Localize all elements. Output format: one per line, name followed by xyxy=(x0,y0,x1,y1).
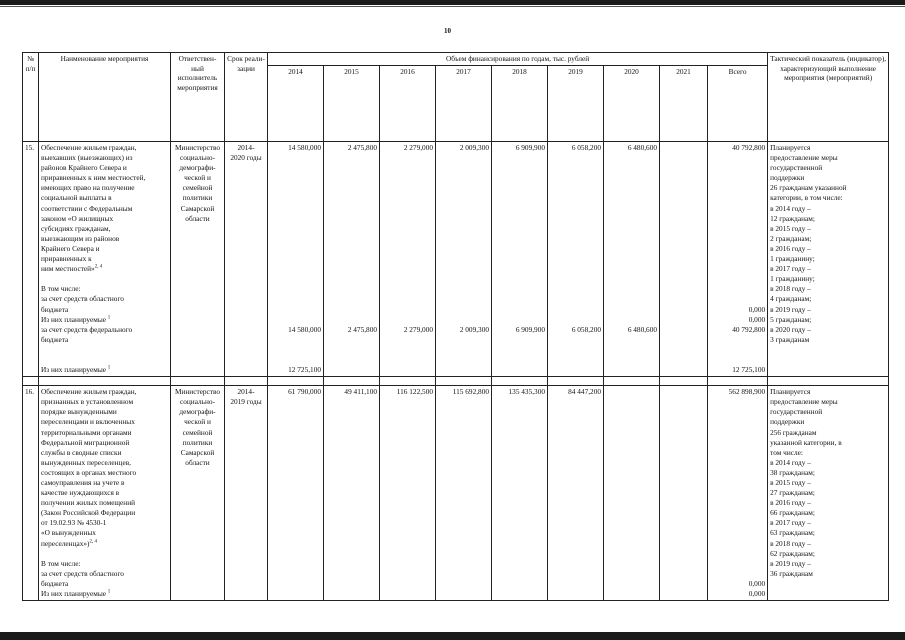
indicator-line: 63 гражданам; xyxy=(770,528,815,538)
footnote-marker: 2, 4 xyxy=(94,264,103,270)
name-line: порядке вынужденными xyxy=(41,407,117,417)
value-sub: 0,000 xyxy=(748,578,766,588)
executor-line: Министерство xyxy=(175,387,220,397)
row-year-value xyxy=(548,142,604,377)
indicator-line: в 2017 году – xyxy=(770,518,811,528)
sub-label xyxy=(41,284,168,294)
row-year-value xyxy=(436,142,492,377)
name-line: приравненных к xyxy=(41,254,92,264)
indicator-line: Планируется xyxy=(770,387,811,397)
value-sub: 0,000 xyxy=(748,314,766,324)
header-year: 2021 xyxy=(660,66,708,142)
indicator-line: в 2020 году – xyxy=(770,324,811,334)
value-main xyxy=(662,387,705,397)
executor-line: ческой и xyxy=(184,173,211,183)
spacer-cell xyxy=(324,377,380,386)
value-main: 6 909,900 xyxy=(515,143,545,152)
name-line: имеющих право на получение xyxy=(41,183,135,193)
scan-top-edge-line xyxy=(0,6,905,7)
indicator-line: 1 гражданину; xyxy=(770,254,815,264)
name-line: приравненных к ним местностей, xyxy=(41,173,146,183)
name-line: признанных в установленном xyxy=(41,397,134,407)
sub-label-line: за счет средств областного xyxy=(41,294,124,304)
spacer-cell xyxy=(171,377,225,386)
header-year: 2016 xyxy=(380,66,436,142)
indicator-line: в 2015 году – xyxy=(770,223,811,233)
indicator-line: 62 гражданам; xyxy=(770,548,815,558)
executor-line: демографи- xyxy=(179,163,216,173)
row-year-value xyxy=(268,386,324,601)
spacer-cell xyxy=(39,377,171,386)
executor-line: семейной xyxy=(182,427,213,437)
value-sub: 12 725,100 xyxy=(732,365,766,375)
value-main: 14 580,000 xyxy=(288,143,321,152)
indicator-line: 26 гражданам указанной xyxy=(770,183,847,193)
row-executor xyxy=(171,386,225,601)
sub-label-line: бюджета xyxy=(41,304,69,314)
header-executor xyxy=(171,53,225,142)
indicator-line: поддержки xyxy=(770,173,805,183)
name-line: Обеспечение жильем граждан, xyxy=(41,387,137,397)
name-line: Крайнего Севера и xyxy=(41,243,100,253)
row-year-value xyxy=(604,142,660,377)
name-line: службы в сводные списки xyxy=(41,447,122,457)
name-line: социальной выплаты в xyxy=(41,193,112,203)
spacer-cell xyxy=(604,377,660,386)
spacer-cell xyxy=(768,377,889,386)
value-main: 84 447,200 xyxy=(568,387,601,397)
name-line: вынужденных переселенцев, xyxy=(41,457,131,467)
name-line: самоуправления на учете в xyxy=(41,478,125,487)
value-main: 6 480,600 xyxy=(627,143,657,152)
indicator-line: 36 гражданам xyxy=(770,568,813,578)
name-line-text: переселенцах») xyxy=(41,538,90,548)
value-sub: 6 480,600 xyxy=(627,324,657,334)
header-year: 2019 xyxy=(548,66,604,142)
value-sub: 6 909,900 xyxy=(515,324,545,334)
term-line: 2020 годы xyxy=(230,153,262,163)
value-main: 2 279,000 xyxy=(403,143,433,152)
row-number xyxy=(23,386,39,601)
row-executor xyxy=(171,142,225,377)
indicator-line: предоставление меры xyxy=(770,397,838,407)
header-financing-text: Объем финансирования по годам, тыс. рублей xyxy=(445,54,590,63)
name-line: районов Крайнего Севера и xyxy=(41,163,127,173)
name-line: «О вынужденных xyxy=(41,528,96,538)
indicator-line: 5 гражданам; xyxy=(770,314,812,324)
name-line-text: ним местностей» xyxy=(41,264,95,274)
header-year: 2020 xyxy=(604,66,660,142)
row-term xyxy=(225,386,268,601)
row-year-value xyxy=(324,142,380,377)
name-line: получении жилых помещений xyxy=(41,498,136,508)
row-spacer xyxy=(23,377,889,386)
indicator-line: государственной xyxy=(770,163,823,173)
name-line: соответствии с Федеральным xyxy=(41,203,133,213)
header-indicator xyxy=(768,53,889,142)
sub-label-text: Из них планируемые xyxy=(41,314,106,324)
sub-label-text: В том числе: xyxy=(41,284,81,294)
indicator-line: государственной xyxy=(770,407,823,417)
financing-table xyxy=(22,52,889,601)
row-year-value xyxy=(380,386,436,601)
indicator-line: в 2018 году – xyxy=(770,284,811,294)
value-sub: 2 279,000 xyxy=(403,324,433,334)
value-sub: 40 792,800 xyxy=(732,324,766,334)
value-main: 61 790,000 xyxy=(288,387,321,397)
row-year-value xyxy=(324,386,380,601)
spacer-cell xyxy=(380,377,436,386)
executor-line: Самарской xyxy=(180,203,215,213)
sub-label xyxy=(41,315,168,325)
footnote-marker: 2, 4 xyxy=(89,539,97,545)
spacer-cell xyxy=(23,377,39,386)
indicator-line: 38 гражданам; xyxy=(770,467,815,477)
header-indicator-text: Тактический показатель (индикатор), характеризующий выполнение мероприятия (мероприятий) xyxy=(770,54,887,83)
table-row xyxy=(23,142,889,377)
row-name xyxy=(39,142,171,377)
value-sub: 12 725,100 xyxy=(288,365,321,375)
footnote-marker: 1 xyxy=(107,589,111,595)
executor-line: демографи- xyxy=(179,407,216,417)
indicator-line: в 2014 году – xyxy=(770,457,811,467)
value-main: 135 435,300 xyxy=(508,387,545,397)
value-main: 49 411,100 xyxy=(344,387,377,397)
header-year: 2018 xyxy=(492,66,548,142)
header-year: 2017 xyxy=(436,66,492,142)
indicator-line: указанной категории, в xyxy=(770,437,842,447)
row-year-value xyxy=(660,142,708,377)
indicator-line: 2 гражданам; xyxy=(770,233,812,243)
value-main: 2 009,300 xyxy=(459,143,489,152)
executor-line: социально- xyxy=(180,397,215,407)
sub-label-text: В том числе: xyxy=(41,558,81,568)
header-executor-text: Ответствен-ный исполнитель мероприятия xyxy=(177,54,218,92)
value-sub: 0,000 xyxy=(748,304,766,314)
name-line: Обеспечение жильем граждан, xyxy=(41,143,137,152)
value-sub: 6 058,200 xyxy=(571,324,601,334)
header-financing xyxy=(268,53,768,66)
row-year-value xyxy=(380,142,436,377)
header-no-text: № п/п xyxy=(25,54,36,73)
indicator-line: 3 гражданам xyxy=(770,334,810,344)
executor-line: ческой и xyxy=(184,417,211,427)
value-sub: 2 475,800 xyxy=(347,324,377,334)
indicator-line: в 2017 году – xyxy=(770,264,811,274)
row-number-text: 16. xyxy=(25,387,35,397)
scan-top-edge xyxy=(0,0,905,5)
sub-label-line: бюджета xyxy=(41,334,69,344)
term-line: 2019 годы xyxy=(230,397,262,407)
row-total-value xyxy=(708,142,768,377)
row-year-value xyxy=(604,386,660,601)
value-main: 115 692,800 xyxy=(452,387,489,397)
executor-line: Министерство xyxy=(175,143,220,152)
name-line: выезжающим из районов xyxy=(41,233,120,243)
row-number xyxy=(23,142,39,377)
indicator-line: в 2018 году – xyxy=(770,538,811,548)
header-term xyxy=(225,53,268,142)
indicator-line: в 2014 году – xyxy=(770,203,811,213)
executor-line: политики xyxy=(182,437,213,447)
sub-label-line: за счет средств областного xyxy=(41,568,124,578)
executor-line: области xyxy=(185,457,210,467)
indicator-line: в 2016 году – xyxy=(770,243,811,253)
value-sub: 0,000 xyxy=(748,589,766,599)
row-year-value xyxy=(660,386,708,601)
executor-line: Самарской xyxy=(180,447,215,457)
sub-label-line: за счет средств федерального xyxy=(41,324,133,334)
name-line: территориальными органами xyxy=(41,427,132,437)
value-sub: 2 009,300 xyxy=(459,324,489,334)
name-line: субсидиях гражданам, xyxy=(41,223,111,233)
name-line: (Закон Российской Федерации xyxy=(41,508,136,518)
footnote-marker: 1 xyxy=(107,315,111,321)
row-total-value xyxy=(708,386,768,601)
spacer-cell xyxy=(436,377,492,386)
value-main: 40 792,800 xyxy=(732,143,766,152)
sub-label-line: бюджета xyxy=(41,578,69,588)
executor-line: социально- xyxy=(180,153,215,163)
name-line: законом «О жилищных xyxy=(41,213,114,223)
indicator-line: 256 гражданам xyxy=(770,427,817,437)
name-line: от 19.02.93 № 4530-1 xyxy=(41,518,107,528)
footnote-marker: 1 xyxy=(107,365,111,371)
sub-label xyxy=(41,559,168,569)
indicator-line: 66 гражданам; xyxy=(770,508,815,518)
indicator-line: в 2019 году – xyxy=(770,304,811,314)
table-row xyxy=(23,386,889,601)
indicator-line: в 2015 году – xyxy=(770,478,811,487)
name-line: Федеральной миграционной xyxy=(41,437,130,447)
executor-line: семейной xyxy=(182,183,213,193)
value-main: 116 122,500 xyxy=(396,387,433,397)
header-year: 2014 xyxy=(268,66,324,142)
indicator-line: 4 гражданам; xyxy=(770,294,812,304)
sub-label-text: Из них планируемые xyxy=(41,365,106,375)
spacer-cell xyxy=(548,377,604,386)
indicator-line: том числе: xyxy=(770,447,803,457)
name-line-last xyxy=(41,264,168,274)
row-number-text: 15. xyxy=(25,143,35,152)
row-term xyxy=(225,142,268,377)
indicator-line: Планируется xyxy=(770,143,811,152)
row-name xyxy=(39,386,171,601)
row-year-value xyxy=(268,142,324,377)
header-name-text: Наименование мероприятия xyxy=(60,54,149,63)
row-year-value xyxy=(492,142,548,377)
indicator-line: 12 гражданам; xyxy=(770,213,815,223)
sub-label-text: Из них планируемые xyxy=(41,589,106,599)
row-year-value xyxy=(492,386,548,601)
indicator-line: категории, в том числе: xyxy=(770,193,843,203)
name-line: выехавших (выезжающих) из xyxy=(41,153,133,163)
executor-line: области xyxy=(185,213,210,223)
table-body xyxy=(23,142,889,601)
row-year-value xyxy=(548,386,604,601)
executor-line: политики xyxy=(182,193,213,203)
page-number: 10 xyxy=(444,27,451,35)
indicator-line: 27 гражданам; xyxy=(770,488,815,498)
name-line: качестве нуждающихся в xyxy=(41,488,120,498)
spacer-cell xyxy=(268,377,324,386)
value-main: 6 058,200 xyxy=(571,143,601,152)
spacer-cell xyxy=(492,377,548,386)
header-year: 2015 xyxy=(324,66,380,142)
header-term-text: Срок реали-зации xyxy=(227,54,265,73)
value-main: 562 898,900 xyxy=(728,387,766,397)
sub-label xyxy=(41,589,168,599)
spacer-cell xyxy=(708,377,768,386)
name-line-last xyxy=(41,539,168,549)
scan-bottom-edge xyxy=(0,632,905,640)
indicator-line: в 2016 году – xyxy=(770,498,811,508)
header-no xyxy=(23,53,39,142)
term-line: 2014- xyxy=(237,143,255,152)
indicator-line: поддержки xyxy=(770,417,805,427)
indicator-line: предоставление меры xyxy=(770,153,838,163)
row-indicator xyxy=(768,386,889,601)
row-year-value xyxy=(436,386,492,601)
term-line: 2014- xyxy=(237,387,255,397)
spacer-cell xyxy=(660,377,708,386)
name-line: переселенцами и включенных xyxy=(41,417,135,427)
header-name xyxy=(39,53,171,142)
indicator-line: в 2019 году – xyxy=(770,558,811,568)
value-main xyxy=(606,387,657,397)
value-main xyxy=(662,143,705,153)
header-row-1 xyxy=(23,53,889,66)
name-line: состоящих в органах местного xyxy=(41,467,137,477)
indicator-line: 1 гражданину; xyxy=(770,274,815,284)
header-total: Всего xyxy=(708,66,768,142)
value-main: 2 475,800 xyxy=(347,143,377,152)
row-indicator xyxy=(768,142,889,377)
sub-label xyxy=(41,365,168,375)
value-sub: 14 580,000 xyxy=(288,324,321,334)
spacer-cell xyxy=(225,377,268,386)
